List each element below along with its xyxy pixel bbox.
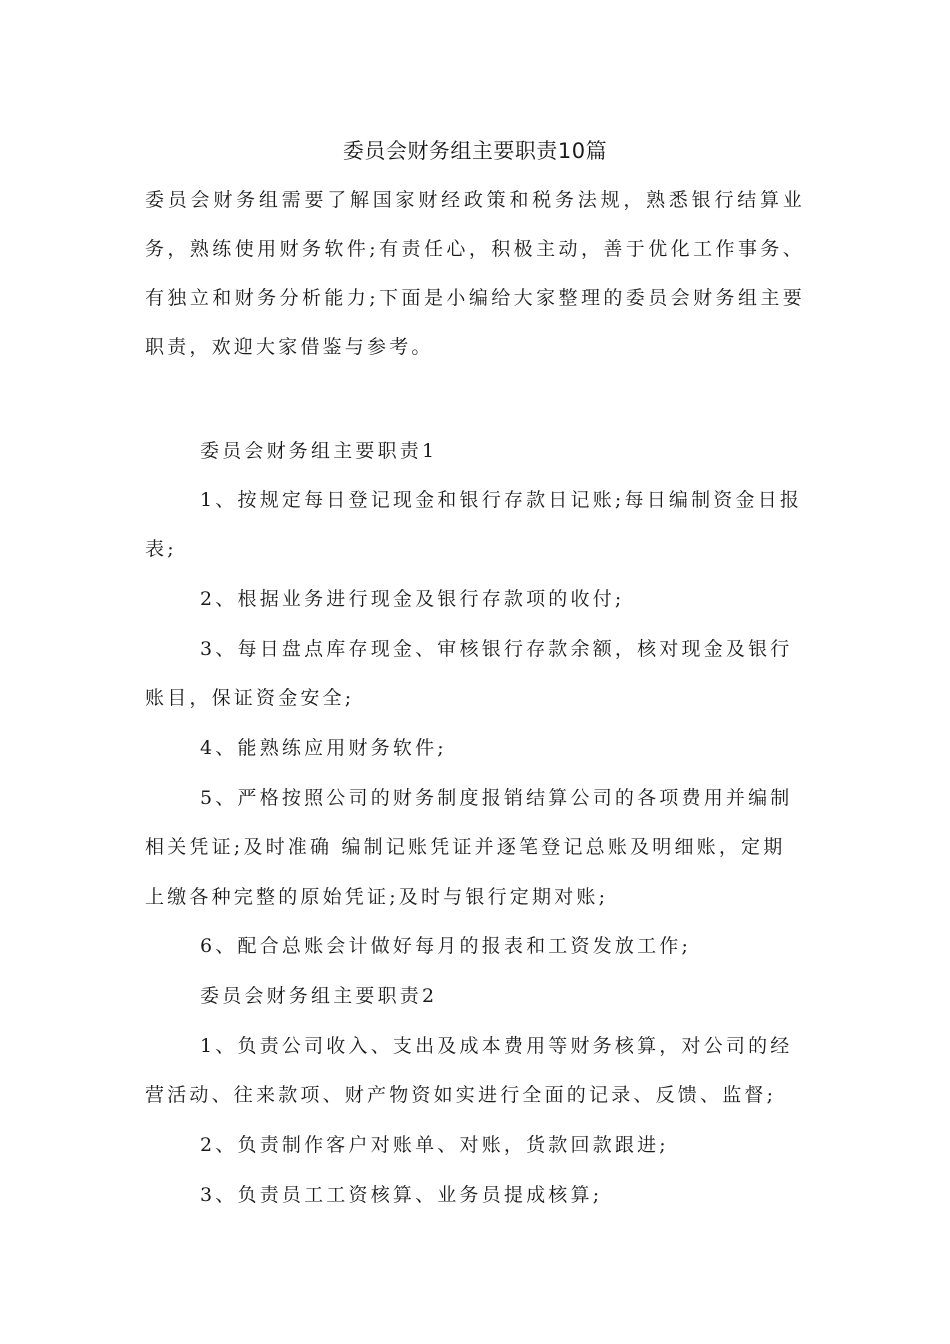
section-heading-2: 委员会财务组主要职责2	[200, 985, 438, 1007]
list-item: 6、配合总账会计做好每月的报表和工资发放工作;	[200, 935, 692, 957]
list-item: 1、按规定每日登记现金和银行存款日记账;每日编制资金日报	[200, 489, 803, 511]
list-item-continuation: 账目，保证资金安全;	[145, 687, 355, 709]
section-heading-1: 委员会财务组主要职责1	[200, 440, 438, 462]
list-item: 3、负责员工工资核算、业务员提成核算;	[200, 1184, 603, 1206]
list-item-continuation: 相关凭证;及时准确 编制记账凭证并逐笔登记总账及明细账，定期	[145, 836, 786, 858]
document-title: 委员会财务组主要职责10篇	[342, 139, 608, 163]
list-item: 2、根据业务进行现金及银行存款项的收付;	[200, 588, 625, 610]
list-item-continuation: 营活动、往来款项、财产物资如实进行全面的记录、反馈、监督;	[145, 1084, 777, 1106]
list-item: 5、严格按照公司的财务制度报销结算公司的各项费用并编制	[200, 787, 793, 809]
list-item-continuation: 上缴各种完整的原始凭证;及时与银行定期对账;	[145, 886, 609, 908]
intro-paragraph: 委员会财务组需要了解国家财经政策和税务法规，熟悉银行结算业务，熟练使用财务软件;有责任心，积极主动，善于优化工作事务、有独立和财务分析能力;下面是小编给大家整理的委员会财务组主要职责，欢迎大家借鉴与参考。	[145, 189, 805, 358]
list-item-continuation: 表;	[145, 538, 177, 560]
list-item: 3、每日盘点库存现金、审核银行存款余额，核对现金及银行	[200, 638, 793, 660]
list-item: 4、能熟练应用财务软件;	[200, 737, 447, 759]
list-item: 1、负责公司收入、支出及成本费用等财务核算，对公司的经	[200, 1035, 793, 1057]
list-item: 2、负责制作客户对账单、对账，货款回款跟进;	[200, 1134, 669, 1156]
